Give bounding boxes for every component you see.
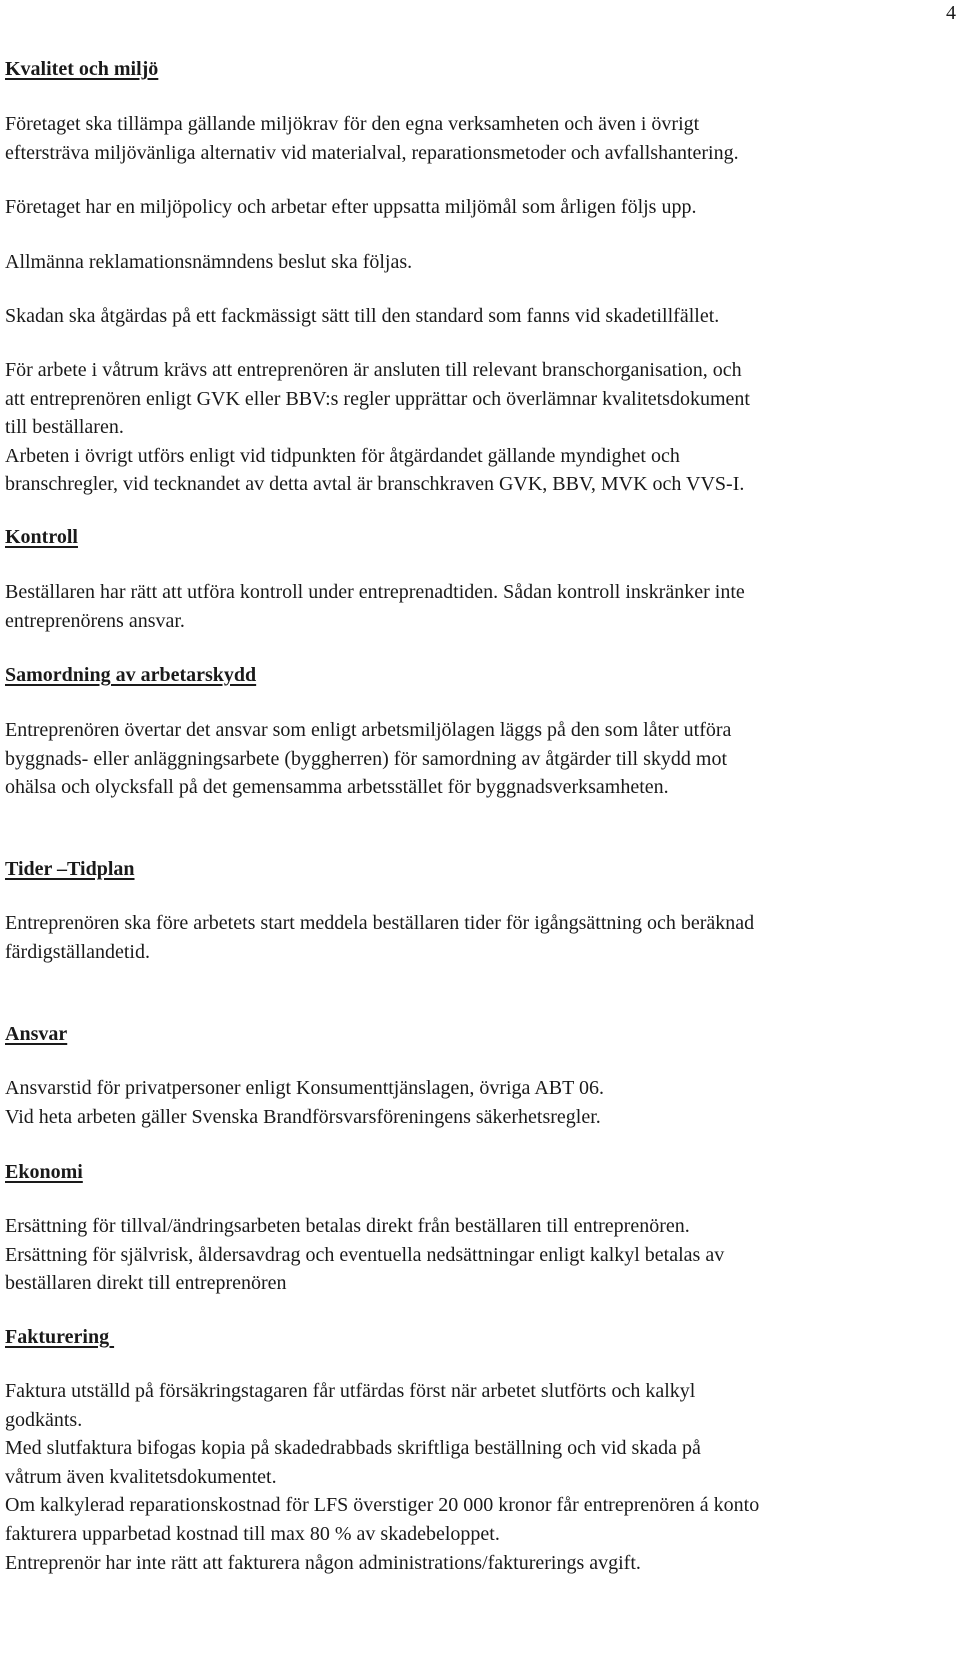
text-line: Entreprenören övertar det ansvar som enligt arbetsmiljölagen läggs på den som låter utföra xyxy=(5,719,732,741)
text-line: godkänts. xyxy=(5,1408,83,1431)
text-line: Vid heta arbeten gäller Svenska Brandförsvarsföreningens säkerhetsregler. xyxy=(5,1105,601,1128)
text-line: För arbete i våtrum krävs att entreprenören är ansluten till relevant branschorganisation, och xyxy=(5,359,742,381)
text-line: Med slutfaktura bifogas kopia på skadedrabbads skriftliga beställning och vid skada på xyxy=(5,1437,701,1460)
text-line: våtrum även kvalitetsdokumentet. xyxy=(5,1465,277,1488)
heading-samordning-av-arbetarskydd: Samordning av arbetarskydd xyxy=(5,664,257,686)
text-line: Skadan ska åtgärdas på ett fackmässigt sätt till den standard som fanns vid skadetillfället. xyxy=(5,305,720,327)
page-number: 4 xyxy=(946,2,956,24)
text-line: Entreprenören ska före arbetets start meddela beställaren tider för igångsättning och beräknad xyxy=(5,912,755,934)
text-line: branschregler, vid tecknandet av detta avtal är branschkraven GVK, BBV, MVK och VVS-I. xyxy=(5,473,745,496)
paragraph xyxy=(5,302,955,331)
paragraph xyxy=(5,248,955,277)
paragraph xyxy=(5,110,955,167)
paragraph xyxy=(5,1212,955,1298)
heading-kvalitet-och-miljo: Kvalitet och miljö xyxy=(5,58,159,80)
heading-fakturering: Fakturering xyxy=(5,1326,115,1348)
text-line: byggnads- eller anläggningsarbete (byggherren) för samordning av åtgärder till skydd mot xyxy=(5,747,728,770)
text-line: att entreprenören enligt GVK eller BBV:s regler upprättar och överlämnar kvalitetsdokument xyxy=(5,387,750,410)
paragraph xyxy=(5,578,955,635)
text-line: ohälsa och olycksfall på det gemensamma arbetsstället för byggnadsverksamheten. xyxy=(5,776,669,799)
text-line: Ersättning för tillval/ändringsarbeten betalas direkt från beställaren till entreprenören. xyxy=(5,1215,690,1237)
paragraph xyxy=(5,1377,955,1577)
paragraph xyxy=(5,909,955,966)
text-line: Entreprenör har inte rätt att fakturera någon administrations/fakturerings avgift. xyxy=(5,1551,641,1574)
text-line: Ansvarstid för privatpersoner enligt Konsumenttjänslagen, övriga ABT 06. xyxy=(5,1077,604,1099)
paragraph xyxy=(5,1074,955,1131)
paragraph xyxy=(5,716,955,802)
text-line: entreprenörens ansvar. xyxy=(5,609,185,632)
text-line: Företaget har en miljöpolicy och arbetar efter uppsatta miljömål som årligen följs upp. xyxy=(5,196,697,218)
heading-ekonomi: Ekonomi xyxy=(5,1161,83,1183)
text-line: till beställaren. xyxy=(5,416,124,439)
text-line: färdigställandetid. xyxy=(5,940,150,963)
heading-kontroll: Kontroll xyxy=(5,526,78,548)
text-line: Beställaren har rätt att utföra kontroll under entreprenadtiden. Sådan kontroll inskränker inte xyxy=(5,581,745,603)
paragraph xyxy=(5,356,955,499)
text-line: Allmänna reklamationsnämndens beslut ska följas. xyxy=(5,251,413,273)
paragraph xyxy=(5,193,955,222)
text-line: Ersättning för självrisk, åldersavdrag och eventuella nedsättningar enligt kalkyl betalas av xyxy=(5,1243,725,1266)
heading-ansvar: Ansvar xyxy=(5,1023,68,1045)
heading-tider-tidplan: Tider –Tidplan xyxy=(5,858,135,880)
text-line: Arbeten i övrigt utförs enligt vid tidpunkten för åtgärdandet gällande myndighet och xyxy=(5,444,680,467)
text-line: beställaren direkt till entreprenören xyxy=(5,1272,287,1295)
text-line: fakturera upparbetad kostnad till max 80 % av skadebeloppet. xyxy=(5,1522,500,1545)
text-line: Om kalkylerad reparationskostnad för LFS överstiger 20 000 kronor får entreprenören á konto xyxy=(5,1494,760,1517)
text-line: eftersträva miljövänliga alternativ vid materialval, reparationsmetoder och avfallshantering. xyxy=(5,141,739,164)
text-line: Faktura utställd på försäkringstagaren får utfärdas först när arbetet slutförts och kalkyl xyxy=(5,1380,696,1402)
text-line: Företaget ska tillämpa gällande miljökrav för den egna verksamheten och även i övrigt xyxy=(5,113,700,135)
